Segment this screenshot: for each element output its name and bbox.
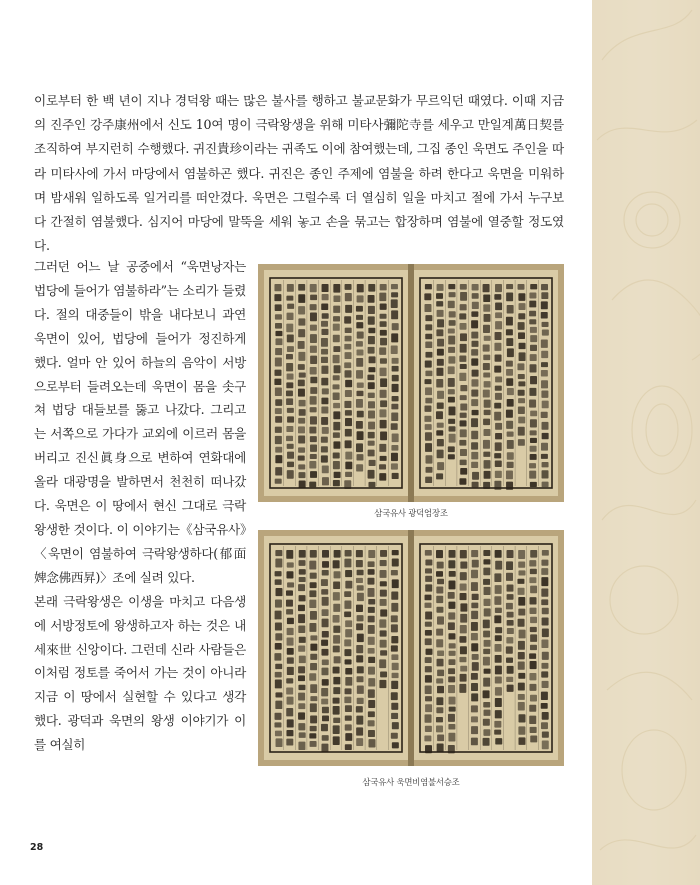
figure-gwangdeok-eomjang (258, 264, 564, 502)
belief-paragraph: 본래 극락왕생은 이생을 마치고 다음생에 서방정토에 왕생하고자 하는 것은 내세來世 신앙이다. 그런데 신라 사람들은 이처럼 정토를 죽어서 가는 것이 아니라 지금 이 땅에서 실현할 수 있다고 생각했다. 광덕과 욱면의 왕생 이야기가 이를 여실히 (34, 593, 246, 753)
page-number: 28 (30, 842, 44, 853)
figure-caption-1: 삼국유사 광덕엄장조 (374, 508, 448, 518)
story-paragraph: 그러던 어느 날 공중에서 “욱면낭자는 법당에 들어가 염불하라”는 소리가 들렸다. 절의 대중들이 밖을 내다보니 과연 욱면이 있어, 법당에 들어가 정진하게 했다. 얼마 안 있어 하늘의 음악이 서방으로부터 들려오는데 욱면이 몸을 솟구쳐 법당 대들보를 뚫고 나갔다. 그리고는 서쪽으로 가다가 교외에 이르러 몸을 버리고 진신眞身으로 변하여 연화대에 올라 대광명을 발하면서 천천히 떠나갔다. 욱면은 이 땅에서 현신 그대로 극락왕생한 것이다. 이 이야기는《삼국유사》〈욱면이 염불하여 극락왕생하다(郁面婢念佛西昇)〉조에 실려 있다. (34, 259, 246, 585)
body-column (34, 255, 246, 757)
figure-ukmyeon-bi (258, 530, 564, 766)
manuscript-photo-2 (258, 530, 564, 766)
intro-paragraph: 이로부터 한 백 년이 지나 경덕왕 때는 많은 불사를 행하고 불교문화가 무르익던 때였다. 이때 지금의 진주인 강주康州에서 신도 10여 명이 극락왕생을 위해 미타사彌陀寺를 세우고 만일계萬日契를 조직하여 부지런히 수행했다. 귀진貴珍이라는 귀족도 이에 참여했는데, 그집 종인 욱면도 주인을 따라 미타사에 가서 마당에서 염불하곤 했다. 귀진은 종인 주제에 염불을 하려 한다고 욱면을 미워하며 밤새워 일하도록 일거리를 떠안겼다. 욱면은 그럴수록 더 열심히 일을 마치고 절에 가서 누구보다 간절히 염불했다. 심지어 마당에 말뚝을 세워 놓고 손을 묶고는 합장하며 염불에 열중할 정도였다. (34, 93, 564, 254)
manuscript-photo-1 (258, 264, 564, 502)
manuscript-image-1 (258, 264, 564, 502)
buddhist-painting-pattern (592, 0, 700, 885)
figure-caption-2: 삼국유사 욱면비염불서승조 (362, 777, 460, 787)
manuscript-image-2 (258, 530, 564, 766)
decorative-side-band (592, 0, 700, 885)
